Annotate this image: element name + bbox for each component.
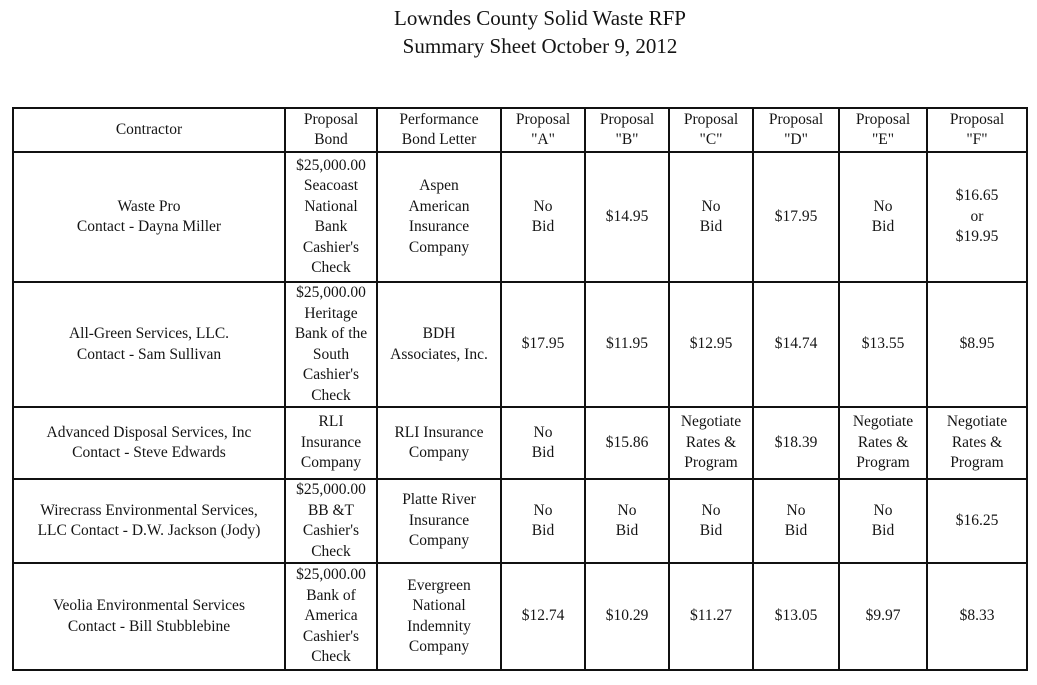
cell-proposal-f: $16.25	[927, 479, 1027, 563]
table-row-advanced-disposal	[13, 407, 1027, 479]
title-line-2: Summary Sheet October 9, 2012	[402, 34, 678, 58]
cell-proposal-f: $16.65 or $19.95	[927, 152, 1027, 282]
cell-proposal-bond: RLI Insurance Company	[285, 407, 377, 479]
cell-proposal-e: No Bid	[839, 479, 927, 563]
cell-contractor: Wirecrass Environmental Services, LLC Contact - D.W. Jackson (Jody)	[13, 479, 285, 563]
cell-contractor: All-Green Services, LLC. Contact - Sam Sullivan	[13, 282, 285, 407]
rfp-summary-table	[12, 107, 1028, 671]
cell-proposal-a: No Bid	[501, 479, 585, 563]
cell-proposal-bond: $25,000.00 Seacoast National Bank Cashier's Check	[285, 152, 377, 282]
header-proposal-b: Proposal "B"	[585, 108, 669, 152]
cell-proposal-c: $11.27	[669, 563, 753, 670]
header-proposal-c: Proposal "C"	[669, 108, 753, 152]
header-proposal-a: Proposal "A"	[501, 108, 585, 152]
cell-proposal-c: No Bid	[669, 479, 753, 563]
cell-proposal-a: No Bid	[501, 407, 585, 479]
cell-proposal-d: $17.95	[753, 152, 839, 282]
cell-proposal-d: $13.05	[753, 563, 839, 670]
table-row-all-green	[13, 282, 1027, 407]
cell-proposal-b: $11.95	[585, 282, 669, 407]
cell-proposal-f: $8.33	[927, 563, 1027, 670]
cell-contractor: Waste Pro Contact - Dayna Miller	[13, 152, 285, 282]
document-title	[0, 4, 1037, 60]
cell-proposal-d: No Bid	[753, 479, 839, 563]
cell-proposal-bond: $25,000.00 BB &T Cashier's Check	[285, 479, 377, 563]
table-row-veolia	[13, 563, 1027, 670]
header-performance-bond-letter: Performance Bond Letter	[377, 108, 501, 152]
title-line-1: Lowndes County Solid Waste RFP	[394, 6, 686, 30]
cell-proposal-bond: $25,000.00 Heritage Bank of the South Cashier's Check	[285, 282, 377, 407]
header-proposal-e: Proposal "E"	[839, 108, 927, 152]
cell-performance-bond-letter: BDH Associates, Inc.	[377, 282, 501, 407]
cell-proposal-a: $17.95	[501, 282, 585, 407]
cell-proposal-e: $13.55	[839, 282, 927, 407]
cell-proposal-b: $14.95	[585, 152, 669, 282]
cell-proposal-b: $15.86	[585, 407, 669, 479]
cell-proposal-e: Negotiate Rates & Program	[839, 407, 927, 479]
cell-contractor: Advanced Disposal Services, Inc Contact - Steve Edwards	[13, 407, 285, 479]
cell-performance-bond-letter: Aspen American Insurance Company	[377, 152, 501, 282]
cell-proposal-b: $10.29	[585, 563, 669, 670]
cell-proposal-b: No Bid	[585, 479, 669, 563]
cell-proposal-e: $9.97	[839, 563, 927, 670]
cell-proposal-d: $18.39	[753, 407, 839, 479]
cell-proposal-f: $8.95	[927, 282, 1027, 407]
cell-proposal-c: No Bid	[669, 152, 753, 282]
cell-proposal-a: No Bid	[501, 152, 585, 282]
cell-performance-bond-letter: Evergreen National Indemnity Company	[377, 563, 501, 670]
cell-proposal-d: $14.74	[753, 282, 839, 407]
cell-performance-bond-letter: Platte River Insurance Company	[377, 479, 501, 563]
cell-performance-bond-letter: RLI Insurance Company	[377, 407, 501, 479]
cell-proposal-a: $12.74	[501, 563, 585, 670]
header-contractor: Contractor	[13, 108, 285, 152]
cell-proposal-e: No Bid	[839, 152, 927, 282]
header-proposal-bond: Proposal Bond	[285, 108, 377, 152]
header-proposal-d: Proposal "D"	[753, 108, 839, 152]
table-row-wirecrass	[13, 479, 1027, 563]
cell-proposal-c: Negotiate Rates & Program	[669, 407, 753, 479]
cell-contractor: Veolia Environmental Services Contact - Bill Stubblebine	[13, 563, 285, 670]
cell-proposal-bond: $25,000.00 Bank of America Cashier's Check	[285, 563, 377, 670]
header-proposal-f: Proposal "F"	[927, 108, 1027, 152]
cell-proposal-c: $12.95	[669, 282, 753, 407]
cell-proposal-f: Negotiate Rates & Program	[927, 407, 1027, 479]
table-row-waste-pro	[13, 152, 1027, 282]
table-header-row	[13, 108, 1027, 152]
